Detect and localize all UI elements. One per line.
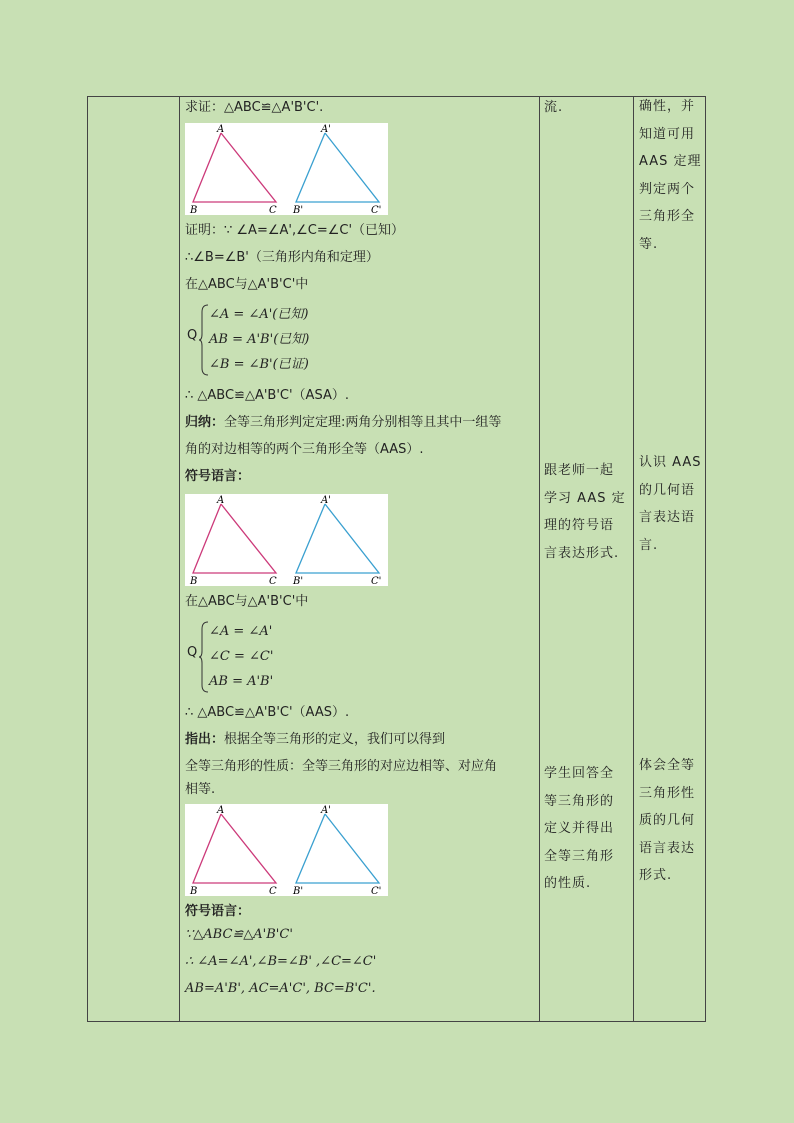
intent-line: 言.	[639, 537, 659, 553]
label-a-prime: A'	[321, 495, 331, 506]
activity-line: 的性质.	[544, 876, 592, 891]
activity-line: 学生回答全	[544, 766, 615, 781]
label-b: B	[190, 576, 198, 586]
point-line	[185, 728, 537, 755]
symbol-language-label: 符号语言：	[185, 469, 251, 484]
brace-q: Q	[187, 645, 198, 660]
activity-line: 学习 AAS 定	[544, 490, 626, 506]
final-sides: AB=A'B', AC=A'C', BC=B'C'.	[185, 981, 376, 996]
symbol-language-label-2: 符号语言：	[185, 904, 251, 919]
triangle-figure-3	[185, 804, 388, 896]
label-a-prime: A'	[321, 124, 331, 135]
brace-line: AB = A'B'(已知)	[209, 332, 310, 347]
label-a: A	[217, 124, 225, 135]
brace-system-1	[185, 302, 537, 378]
label-b: B	[190, 205, 198, 215]
intent-line: AAS 定理	[639, 154, 702, 169]
point-label: 指出：	[185, 732, 225, 747]
triangles-diagram	[185, 804, 388, 896]
label-c: C	[269, 886, 277, 896]
brace-line: ∠C = ∠C'	[209, 649, 274, 664]
design-intent-mid	[639, 449, 705, 559]
triangle-abc	[193, 504, 276, 573]
intent-line: 认识 AAS	[639, 455, 702, 470]
intent-line: 知道可用	[639, 126, 696, 142]
column-divider	[539, 97, 540, 1021]
intent-line: 语言表达	[639, 840, 696, 856]
brace-icon	[199, 304, 209, 376]
label-b-prime: B'	[293, 576, 304, 586]
label-b: B	[190, 886, 198, 896]
label-c-prime: C'	[371, 886, 382, 896]
label-c-prime: C'	[371, 205, 382, 215]
summary-label: 归纳：	[185, 415, 225, 430]
brace-line: ∠A = ∠A'(已知)	[209, 307, 309, 322]
conclusion-aas: ∴ △ABC≌△A'B'C'（AAS）.	[185, 705, 350, 720]
intent-line: 判定两个	[639, 181, 696, 197]
proof-angle-b: ∴∠B=∠B'（三角形内角和定理）	[185, 250, 379, 265]
label-c: C	[269, 576, 277, 586]
label-c-prime: C'	[371, 576, 382, 586]
activity-line: 等三角形的	[544, 793, 615, 809]
student-activity-mid	[544, 457, 630, 567]
triangle-figure-1	[185, 123, 388, 215]
summary-line-2: 角的对边相等的两个三角形全等（AAS）.	[185, 442, 424, 457]
activity-text: 流.	[544, 100, 564, 115]
final-given: ∵△ABC≌△A'B'C'	[185, 927, 293, 942]
intent-line: 三角形性	[639, 785, 696, 801]
activity-line: 理的符号语	[544, 518, 615, 533]
label-c: C	[269, 205, 277, 215]
column-divider	[633, 97, 634, 1021]
point-text: 根据全等三角形的定义，我们可以得到	[224, 732, 446, 747]
lesson-table	[87, 96, 706, 1022]
summary-text: 全等三角形判定定理:两角分别相等且其中一组等	[224, 415, 502, 430]
activity-line: 跟老师一起	[544, 463, 615, 478]
triangle-abc	[193, 133, 276, 202]
proof-given: 证明：∵ ∠A=∠A',∠C=∠C'（已知）	[185, 223, 405, 238]
label-b-prime: B'	[293, 886, 304, 896]
brace-icon	[199, 621, 209, 693]
intent-line: 等.	[639, 236, 659, 252]
triangle-abc	[193, 814, 276, 883]
brace-q: Q	[187, 328, 198, 343]
activity-line: 定义并得出	[544, 821, 615, 836]
triangles-diagram	[185, 123, 388, 215]
label-a: A	[217, 495, 225, 506]
column-divider	[179, 97, 180, 1021]
triangle-a2b2c2	[296, 133, 379, 202]
triangles-diagram	[185, 494, 388, 586]
label-b-prime: B'	[293, 205, 304, 215]
brace-system-2	[185, 619, 537, 695]
intent-line: 质的几何	[639, 813, 696, 828]
property-line-2: 相等.	[185, 782, 216, 797]
intent-line: 的几何语	[639, 482, 696, 498]
conclusion-asa: ∴ △ABC≌△A'B'C'（ASA）.	[185, 388, 349, 403]
intent-line: 言表达语	[639, 510, 696, 525]
design-intent-bottom	[639, 752, 705, 890]
triangle-a2b2c2	[296, 814, 379, 883]
property-line-1: 全等三角形的性质：全等三角形的对应边相等、对应角	[185, 759, 498, 774]
triangle-a2b2c2	[296, 504, 379, 573]
label-a-prime: A'	[321, 805, 331, 816]
brace-line: AB = A'B'	[209, 674, 274, 689]
in-triangles-1: 在△ABC与△A'B'C'中	[185, 277, 309, 292]
triangle-figure-2	[185, 494, 388, 586]
teaching-content-cell	[185, 97, 537, 1008]
activity-line: 全等三角形	[544, 848, 615, 864]
activity-line: 言表达形式.	[544, 545, 620, 561]
brace-line: ∠A = ∠A'	[209, 624, 273, 639]
brace-line: ∠B = ∠B'(已证)	[209, 357, 309, 372]
intent-line: 形式.	[639, 868, 673, 883]
label-a: A	[217, 805, 225, 816]
in-triangles-2: 在△ABC与△A'B'C'中	[185, 594, 309, 609]
intent-line: 体会全等	[639, 758, 696, 773]
student-activity-top	[544, 97, 630, 119]
design-intent-top	[639, 93, 705, 258]
student-activity-bottom	[544, 760, 630, 898]
intent-line: 三角形全	[639, 209, 696, 224]
final-angles: ∴ ∠A=∠A',∠B=∠B' ,∠C=∠C'	[185, 954, 377, 969]
prove-statement: 求证：△ABC≌△A'B'C'.	[185, 100, 324, 115]
summary-line-1	[185, 411, 537, 438]
intent-line: 确性，并	[639, 99, 696, 114]
